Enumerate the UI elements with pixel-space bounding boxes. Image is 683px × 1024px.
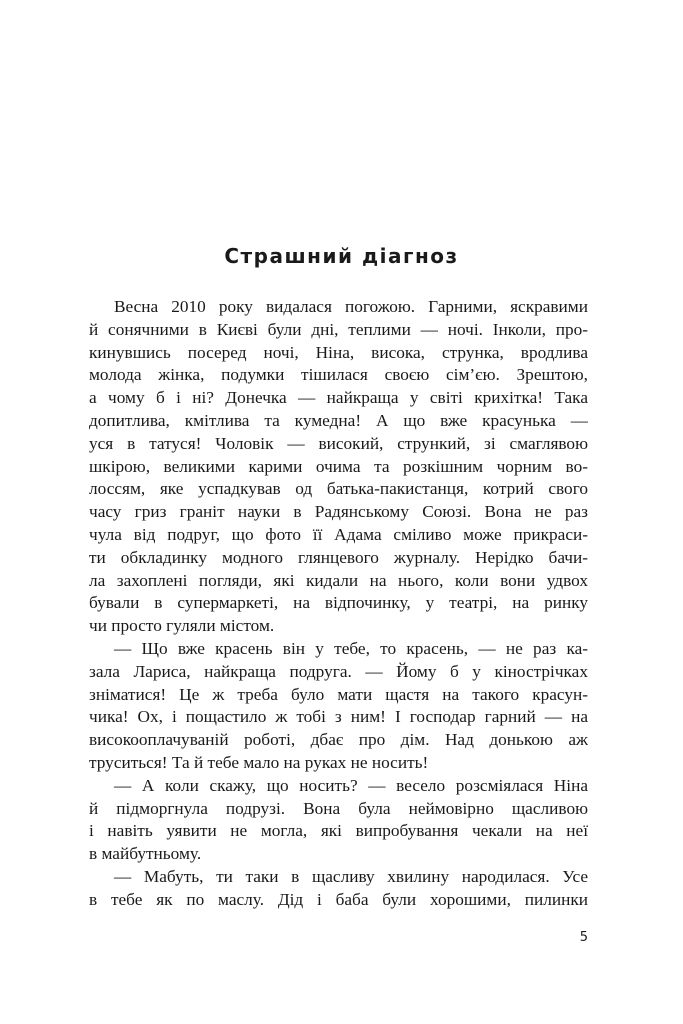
page-number: 5: [579, 930, 588, 945]
body-text: [89, 296, 588, 912]
text-line: допитлива, кмітлива та кумедна! А що вже красунька —: [89, 410, 588, 430]
text-line: молода жінка, подумки тішилася своєю сім’єю. Зрештою,: [89, 365, 588, 385]
text-line: чика! Ох, і пощастило ж тобі з ним! І господар гарний — на: [89, 707, 588, 727]
text-line: і навіть уявити не могла, які випробування чекали на неї: [89, 821, 588, 841]
chapter-title: Страшний діагноз: [224, 244, 459, 268]
text-line: чула від подруг, що фото її Адама сміливо може прикраси-: [89, 524, 588, 544]
text-line: чи просто гуляли містом.: [89, 616, 275, 636]
text-line: ла захоплені погляди, які кидали на нього, коли вони удвох: [89, 570, 588, 590]
text-line: а чому б і ні? Донечка — найкраща у світі крихітка! Така: [89, 388, 588, 408]
text-line: — А коли скажу, що носить? — весело розсміялася Ніна: [114, 775, 588, 795]
text-line: й сонячними в Києві були дні, теплими — ночі. Інколи, про-: [89, 319, 588, 339]
text-line: зала Лариса, найкраща подруга. — Йому б у кінострічках: [89, 661, 588, 681]
text-line: часу гриз граніт науки в Радянському Союзі. Вона не раз: [89, 502, 588, 522]
text-line: — Мабуть, ти таки в щасливу хвилину народилася. Усе: [114, 866, 588, 886]
text-line: ти обкладинку модного глянцевого журналу. Нерідко бачи-: [89, 547, 588, 567]
text-line: в майбутньому.: [89, 844, 202, 864]
text-line: лоссям, яке успадкував од батька-пакистанця, котрий свого: [89, 479, 588, 499]
text-line: зніматися! Це ж треба було мати щастя на такого красун-: [89, 684, 588, 704]
text-line: шкірою, великими карими очима та розкішним чорним во-: [89, 456, 588, 476]
text-line: в тебе як по маслу. Дід і баба були хорошими, пилинки: [89, 889, 588, 909]
text-line: й підморгнула подрузі. Вона була неймовірно щасливою: [89, 798, 588, 818]
text-line: уся в татуся! Чоловік — високий, стрункий, зі смаглявою: [89, 433, 588, 453]
text-line: Весна 2010 року видалася погожою. Гарними, яскравими: [114, 297, 588, 316]
text-line: кинувшись посеред ночі, Ніна, висока, струнка, вродлива: [89, 342, 588, 362]
text-line: труситься! Та й тебе мало на руках не носить!: [89, 752, 429, 772]
text-line: високооплачуваній роботі, дбає про дім. Над донькою аж: [89, 730, 588, 750]
text-line: — Що вже красень він у тебе, то красень, — не раз ка-: [114, 638, 588, 658]
text-line: бували в супермаркеті, на відпочинку, у театрі, на ринку: [89, 593, 588, 613]
